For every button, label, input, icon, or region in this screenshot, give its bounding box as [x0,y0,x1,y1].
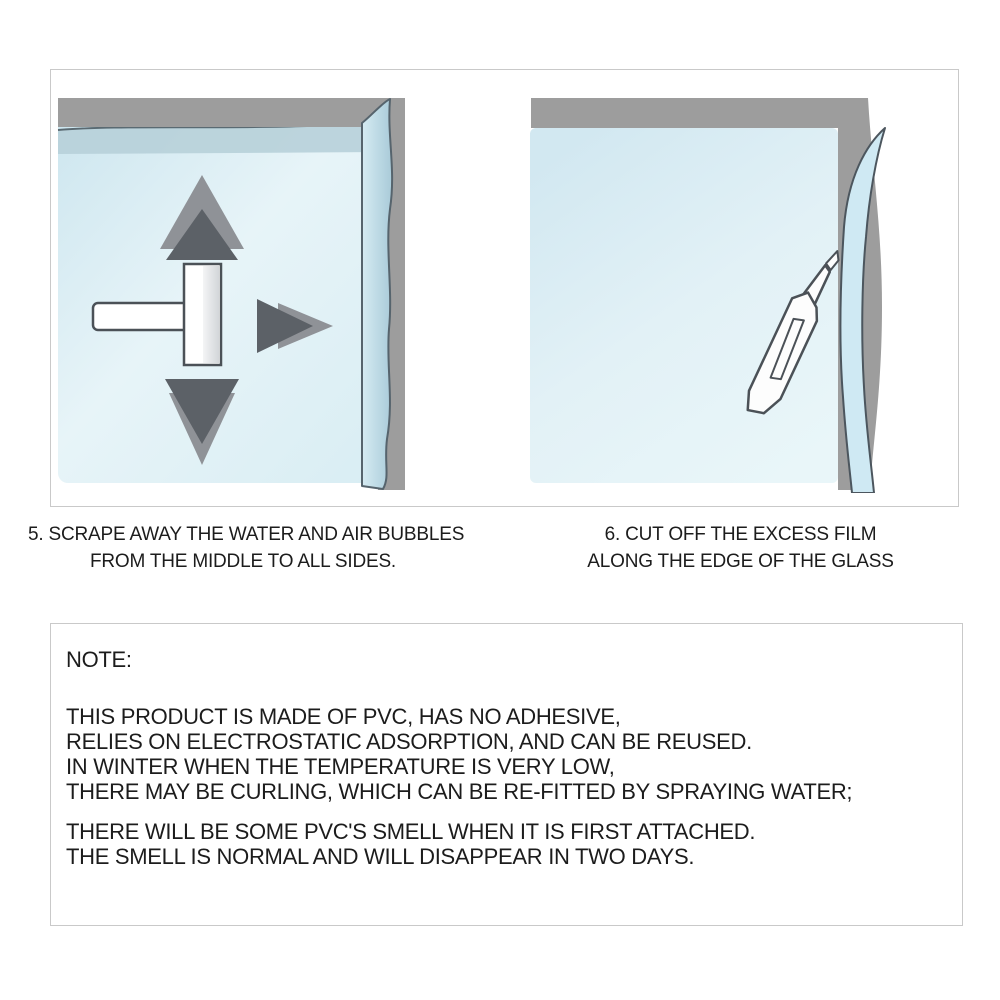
note-line: THERE WILL BE SOME PVC'S SMELL WHEN IT IS FIRST ATTACHED. [66,819,756,844]
note-line: THIS PRODUCT IS MADE OF PVC, HAS NO ADHESIVE, [66,704,621,729]
step6-caption-line1: 6. CUT OFF THE EXCESS FILM [604,524,877,545]
note-line: RELIES ON ELECTROSTATIC ADSORPTION, AND CAN BE REUSED. [66,729,752,754]
step6-caption-line2: ALONG THE EDGE OF THE GLASS [587,551,894,572]
step6-illustration [530,97,895,493]
note-paragraph-2 [66,819,952,869]
glass-with-film [58,117,390,483]
note-paragraph-1 [66,704,952,804]
step5-caption [28,521,465,575]
note-box [50,623,963,926]
film-right-edge [362,99,392,489]
step5-caption-line1: 5. SCRAPE AWAY THE WATER AND AIR BUBBLES [28,524,465,545]
step6-caption [548,521,933,575]
note-line: THERE MAY BE CURLING, WHICH CAN BE RE-FITTED BY SPRAYING WATER; [66,779,853,804]
note-line: THE SMELL IS NORMAL AND WILL DISAPPEAR IN TWO DAYS. [66,844,695,869]
step5-caption-line2: FROM THE MIDDLE TO ALL SIDES. [89,551,397,572]
note-heading: NOTE: [66,647,132,672]
note-line: IN WINTER WHEN THE TEMPERATURE IS VERY LOW, [66,754,615,779]
step5-illustration [57,97,407,493]
